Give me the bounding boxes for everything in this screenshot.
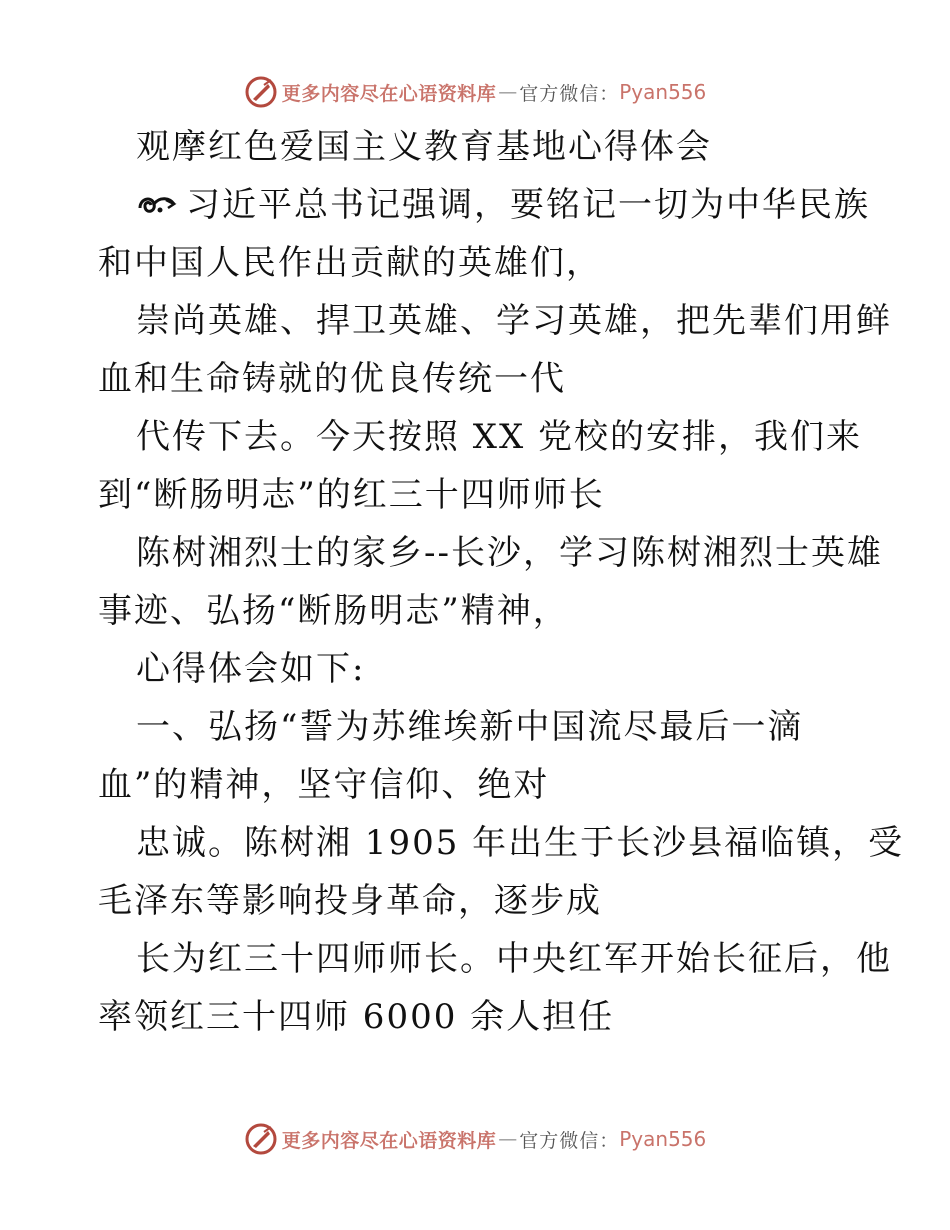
section-heading-line: 一、弘扬“誓为苏维埃新中国流尽最后一滴 (136, 707, 804, 747)
paragraph-line: 血”的精神，坚守信仰、绝对 (98, 765, 550, 805)
paragraph-line: 忠诚。陈树湘 1905 年出生于长沙县福临镇，受 (136, 823, 905, 863)
paragraph-line: 长为红三十四师师长。中央红军开始长征后，他 (136, 939, 892, 979)
paragraph-line: 代传下去。今天按照 XX 党校的安排，我们来 (136, 417, 863, 457)
header-site-name: 更多内容尽在心语资料库 (281, 82, 497, 105)
footer-wechat-label: 官方微信： (519, 1129, 620, 1152)
quill-seal-icon (244, 1122, 278, 1156)
paragraph-line: 陈树湘烈士的家乡--长沙，学习陈树湘烈士英雄 (136, 533, 883, 573)
paragraph-line: 心得体会如下: (136, 649, 366, 689)
footer-site-name: 更多内容尽在心语资料库 (281, 1129, 497, 1152)
paragraph-line: 崇尚英雄、捍卫英雄、学习英雄，把先辈们用鲜 (136, 301, 892, 341)
paragraph-line: 到“断肠明志”的红三十四师师长 (98, 475, 605, 515)
flourish-icon (136, 189, 178, 219)
paragraph-line: 率领红三十四师 6000 余人担任 (98, 997, 615, 1037)
header-wechat-id: Pyan556 (619, 80, 707, 104)
paragraph-line: 和中国人民作出贡献的英雄们， (98, 243, 602, 283)
document-title: 观摩红色爱国主义教育基地心得体会 (136, 127, 712, 167)
paragraph-line: 毛泽东等影响投身革命，逐步成 (98, 881, 602, 921)
header-wechat-label: 官方微信： (519, 82, 620, 105)
paragraph-line: 血和生命铸就的优良传统一代 (98, 359, 566, 399)
footer-wechat-id: Pyan556 (619, 1127, 707, 1151)
paragraph-line: 事迹、弘扬“断肠明志”精神， (98, 591, 569, 631)
footer-banner (0, 1119, 950, 1159)
paragraph-line (136, 185, 870, 225)
header-separator: — (498, 81, 518, 103)
footer-separator: — (498, 1128, 518, 1150)
paragraph-line-text: 习近平总书记强调，要铭记一切为中华民族 (186, 185, 870, 225)
